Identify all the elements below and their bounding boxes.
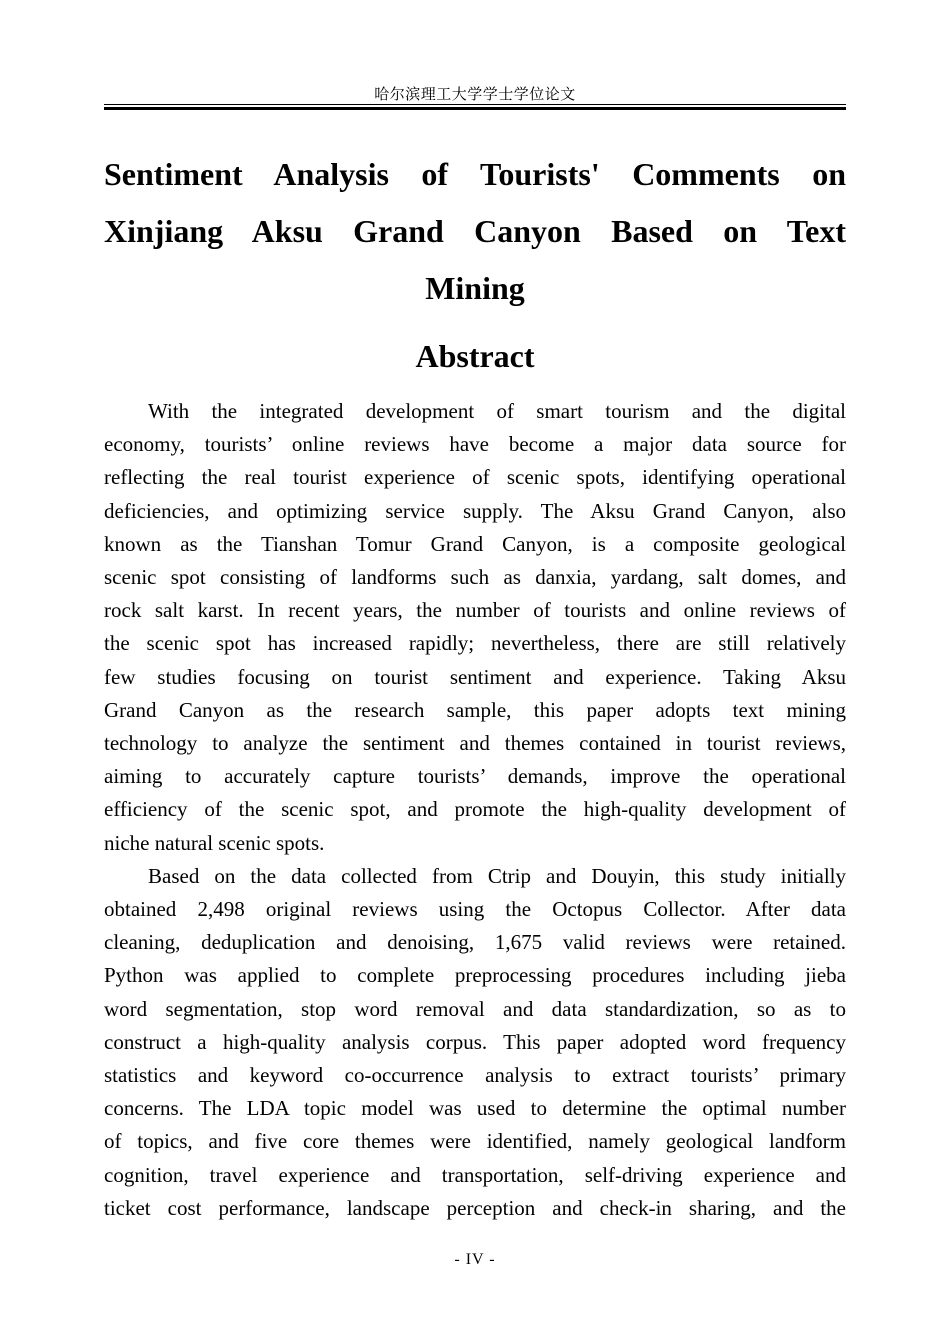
text-line: scenic spot consisting of landforms such as danxia, yardang, salt domes, and (104, 565, 846, 590)
text-line: few studies focusing on tourist sentiment and experience. Taking Aksu (104, 664, 846, 689)
text-line: aiming to accurately capture tourists’ demands, improve the operational (104, 764, 846, 789)
running-header: 哈尔滨理工大学学士学位论文 (374, 85, 576, 103)
abstract-paragraph-1 (104, 395, 846, 860)
title-line: Sentiment Analysis of Tourists' Comments on (104, 156, 846, 192)
title-line: Mining (425, 270, 525, 306)
text-line: efficiency of the scenic spot, and promote the high-quality development of (104, 797, 846, 822)
title-line: Xinjiang Aksu Grand Canyon Based on Text (104, 213, 846, 249)
text-line: reflecting the real tourist experience of scenic spots, identifying operational (104, 465, 846, 490)
abstract-paragraph-2 (104, 860, 846, 1225)
text-line: economy, tourists’ online reviews have become a major data source for (104, 432, 846, 457)
text-line: of topics, and five core themes were identified, namely geological landform (104, 1129, 846, 1154)
abstract-body (104, 395, 846, 1225)
abstract-heading: Abstract (415, 338, 535, 374)
page-number: - IV - (454, 1251, 496, 1268)
text-line: rock salt karst. In recent years, the number of tourists and online reviews of (104, 598, 846, 623)
text-line: cognition, travel experience and transportation, self-driving experience and (104, 1162, 846, 1187)
text-line: niche natural scenic spots. (104, 830, 325, 855)
text-line: With the integrated development of smart tourism and the digital (148, 399, 846, 423)
text-line: known as the Tianshan Tomur Grand Canyon, is a composite geological (104, 531, 846, 556)
text-line: obtained 2,498 original reviews using the Octopus Collector. After data (104, 897, 846, 922)
text-line: concerns. The LDA topic model was used to determine the optimal number (104, 1096, 846, 1121)
text-line: technology to analyze the sentiment and themes contained in tourist reviews, (104, 731, 846, 756)
text-line: Grand Canyon as the research sample, this paper adopts text mining (104, 697, 846, 722)
text-line: Based on the data collected from Ctrip and Douyin, this study initially (148, 863, 846, 888)
text-line: statistics and keyword co-occurrence analysis to extract tourists’ primary (104, 1063, 846, 1088)
header-rule-thin (104, 104, 846, 105)
text-line: cleaning, deduplication and denoising, 1,675 valid reviews were retained. (104, 930, 846, 955)
text-line: word segmentation, stop word removal and data standardization, so as to (104, 996, 846, 1021)
text-line: deficiencies, and optimizing service supply. The Aksu Grand Canyon, also (104, 498, 846, 523)
text-line: ticket cost performance, landscape perception and check-in sharing, and the (104, 1195, 846, 1220)
header-rule-thick (104, 107, 846, 110)
text-line: the scenic spot has increased rapidly; nevertheless, there are still relatively (104, 631, 846, 656)
paper-title (104, 146, 846, 317)
text-line: Python was applied to complete preprocessing procedures including jieba (104, 963, 846, 988)
text-line: construct a high-quality analysis corpus. This paper adopted word frequency (104, 1029, 846, 1054)
